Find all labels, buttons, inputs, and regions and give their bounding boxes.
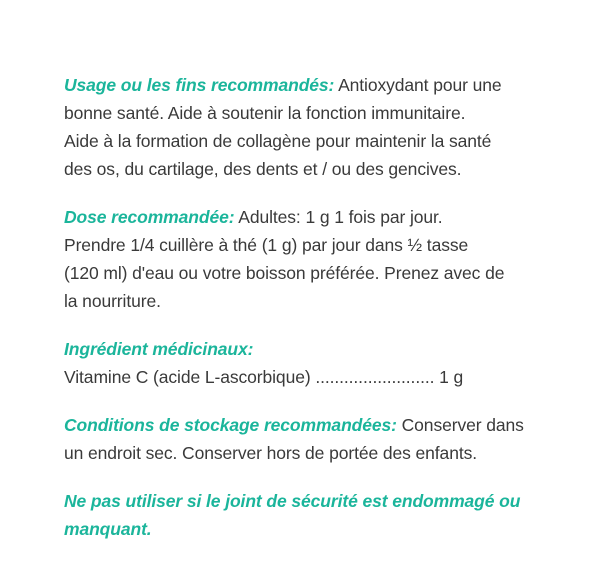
ingredients-section (64, 335, 564, 391)
dose-line-3: (120 ml) d'eau ou votre boisson préférée. Prenez avec de (64, 263, 505, 283)
warning-line-2: manquant. (64, 519, 152, 539)
warning-section (64, 487, 564, 543)
dose-section (64, 203, 564, 315)
usage-text-1: Antioxydant pour une (334, 75, 502, 95)
dose-label: Dose recommandée: (64, 207, 235, 227)
usage-line-1 (64, 71, 564, 99)
dose-line-1 (64, 203, 564, 231)
product-label-text (64, 71, 564, 563)
usage-label: Usage ou les fins recommandés: (64, 75, 335, 95)
dose-line-4: la nourriture. (64, 291, 161, 311)
storage-text-1: Conserver dans (396, 415, 524, 435)
warning-line-1: Ne pas utiliser si le joint de sécurité est endommagé ou (64, 491, 521, 511)
storage-line-2: un endroit sec. Conserver hors de portée des enfants. (64, 443, 478, 463)
usage-line-4: des os, du cartilage, des dents et / ou des gencives. (64, 159, 462, 179)
storage-label: Conditions de stockage recommandées: (64, 415, 397, 435)
usage-section (64, 71, 564, 183)
storage-section (64, 411, 564, 467)
dose-line-2: Prendre 1/4 cuillère à thé (1 g) par jour dans ½ tasse (64, 235, 469, 255)
storage-line-1 (64, 411, 564, 439)
usage-line-3: Aide à la formation de collagène pour maintenir la santé (64, 131, 492, 151)
ingredient-item: Vitamine C (acide L-ascorbique) ......................... 1 g (64, 367, 464, 387)
usage-line-2: bonne santé. Aide à soutenir la fonction immunitaire. (64, 103, 466, 123)
dose-text-1: Adultes: 1 g 1 fois par jour. (234, 207, 443, 227)
ingredients-label: Ingrédient médicinaux: (64, 339, 254, 359)
